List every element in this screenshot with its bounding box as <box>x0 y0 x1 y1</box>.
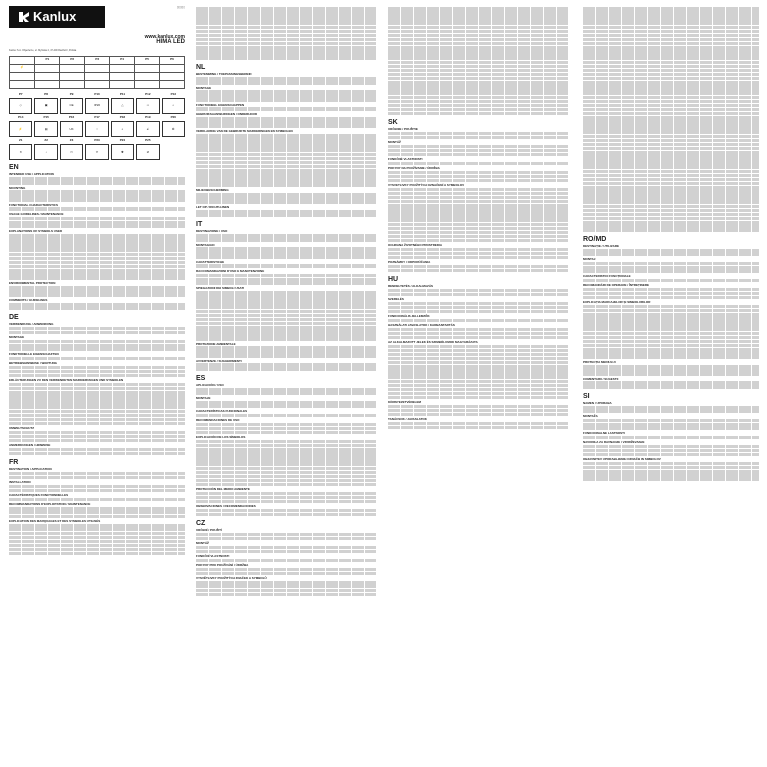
param-header: P1 <box>35 56 60 64</box>
parameters-table <box>9 56 185 89</box>
lang-ro-code: RO/MD <box>583 235 607 243</box>
lang-it-code: IT <box>196 221 203 229</box>
wiring-icon: ▭ <box>60 144 83 160</box>
lang-hu-code: HU <box>388 275 399 283</box>
column-2: NL BESTEMMING / TOEPASSINGSBEREID MONTAGE FUNCTIONEEL EIGENSCHAPPEN GEBRUIKSAANWIJZINGEN / ONDERHOUD VERKLARING VAN DE GEBRUIKTE MARKERINGEN EN SYMBOLEN MILIEUBESCHERMING LET OP / RICHTLIJNEN IT DESTINAZIONE / USO MONTAGGIO CARATTERISTICHE RACCOMANDAZIONI D'USO E MANUTENZIONE SPIEGAZIONI DEI SIMBOLI USATI PROTEZIONE AMBIENTALE AVVERTENZE / SUGGERIMENTI ES APLICACIÓN / USO MONTAJE CARACTERÍSTICAS FUNCIONALES RECOMENDACIONES DE USO EXPLICACIÓN DE LOS SÍMBOLOS PROTECCIÓN DEL MEDIO AMBIENTE OBSERVACIONES / RECOMENDACIONES CZ URČENÍ / POUŽITÍ MONTÁŽ FUNKČNÍ VLASTNOSTI POKYNY PRO POUŽÍVÁNÍ / ÚDRŽBA VYSVĚTLIVKY POUŽITÝCH ZNAČEK A SYMBOLŮ <box>196 6 376 758</box>
ta-temperature-icon: ⌂ <box>162 98 185 114</box>
distance-icon: ⇿ <box>136 98 159 114</box>
ukca-icon: UK <box>60 121 83 137</box>
column-1: Kanlux ▯▯▯▯▯ www.kanlux.com HIMA LED Kanlux S.A. Objezierze, ul. Mylnska 4, 47-400 Racibórz, Polska P1 P2 P3 P4 P5 P6 ⚡ P7 P8 P9 P10 P11 P12 P13 ◇ ▣ CE IP20 △ ⇿ ⌂ P14 P15 P16 P17 P18 P19 P20 ⚡ ▤ UK ○ ◐ ∠ ♻ Z1 Z2 Z3 P23 P24 P25 ✕ ↓ ▭ ☀ ✺ ⊘ EN INTENDED USE / APPLICATION MOUNTING FUNCTIONAL CHARACTERISTICS USAGE GUIDELINES / MAINTENANCE EXPLANATIONS OF SYMBOLS USED ENVIRONMENTAL PROTECTION COMMENTS / GUIDELINES DE VERWENDUNG / ANWENDUNG MONTAGE FUNKTIONELLE EIGENSCHAFTEN BETRIEBSHINWEISE / WARTUNG ERLÄUTERUNGEN ZU DEN VERWENDETEN MARKIERUNGEN UND SYMBOLEN UMWELTSCHUTZ ANMERKUNGEN / HINWEISE FR DESTINATION / APPLICATION INSTALLATION CARACTÉRISTIQUES FONCTIONNELLES RECOMMANDATIONS D'EXPLOITATION / MAINTENANCE EXPLICATION DES MARQUAGES ET DES SYMBOLES UTILISÉS <box>9 6 185 758</box>
param-header: P5 <box>135 56 160 64</box>
doc-code: ▯▯▯▯▯ <box>176 6 185 9</box>
lamp-symbol-icon: ⚡ <box>10 64 35 72</box>
lang-de-code: DE <box>9 313 19 321</box>
lang-en-code: EN <box>9 164 19 172</box>
ip-rating-icon: IP20 <box>85 98 108 114</box>
lang-cz-code: CZ <box>196 519 206 527</box>
brand-logo: Kanlux <box>9 6 105 28</box>
led-icon: ✺ <box>111 144 134 160</box>
eac-icon: ▤ <box>34 121 57 137</box>
column-3: SK URČENIE / POUŽITIE MONTÁŽ FUNKČNÉ VLASTNOSTI POKYNY NA POUŽÍVANIE / ÚDRŽBA VYSVETLIVKY POUŽITÝCH OZNAČENÍ A SYMBOLOV OCHRANA ŽIVOTNÉHO PROSTREDIA POZNÁMKY / ODPORÚČANIA HU RENDELTETÉS / ALKALMAZÁS SZERELÉS FUNKCIONÁLIS JELLEMZŐK HASZNÁLATI JAVASLATOK / KARBANTARTÁS AZ ALKALMAZOTT JELEK ÉS SZIMBÓLUMOK MAGYARÁZATA KÖRNYEZETVÉDELEM TANÁCSOK / JAVASLATOK <box>388 6 568 758</box>
param-header: P4 <box>110 56 135 64</box>
product-name: HIMA LED <box>156 39 185 46</box>
ce-mark-icon: CE <box>60 98 83 114</box>
lang-si-code: SI <box>583 392 590 400</box>
recycle-icon: ♻ <box>162 121 185 137</box>
surface-icon: △ <box>111 98 134 114</box>
no-symbol-icon: ⊘ <box>136 144 159 160</box>
symbols-row-1: P7 P8 P9 P10 P11 P12 P13 ◇ ▣ CE IP20 △ ⇿ ⌂ P14 P15 P16 P17 P18 P19 P20 ⚡ ▤ UK ○ ◐ ∠ ♻ Z1 Z2 Z3 P23 P24 P25 ✕ ↓ ▭ ☀ ✺ ⊘ <box>9 93 185 161</box>
param-header: P6 <box>160 56 185 64</box>
lang-es-code: ES <box>196 374 206 382</box>
class-symbol-icon: ◇ <box>9 98 32 114</box>
company-address: Kanlux S.A. Objezierze, ul. Mylnska 4, 47-400 Racibórz, Polska <box>9 48 77 52</box>
arrow-down-icon: ↓ <box>34 144 57 160</box>
power-icon: ⚡ <box>9 121 32 137</box>
weee-icon: ✕ <box>9 144 32 160</box>
kanlux-mark-icon <box>19 12 29 22</box>
lang-fr-code: FR <box>9 459 19 467</box>
class-ii-icon: ▣ <box>34 98 57 114</box>
lang-sk-code: SK <box>388 118 398 126</box>
angle-icon: ∠ <box>136 121 159 137</box>
lang-nl-code: NL <box>196 64 206 72</box>
sun-icon: ☀ <box>85 144 108 160</box>
dimming-icon: ◐ <box>111 121 134 137</box>
bulb-icon: ○ <box>85 121 108 137</box>
column-4: RO/MD DESTINAȚIE / UTILIZARE MONTAJ CARACTERISTICI FUNCȚIONALE RECOMANDĂRI DE OPERARE / ÎNTREȚINERE EXPLICAȚIA MARCAJELOR ȘI SIMBOLURILOR PROTECȚIA MEDIULUI COMENTARII / SUGESTII SI NAMEN / UPORABA MONTAŽA FUNKCIONALNE LASTNOSTI NAVODILA ZA RAVNANJE / VZDRŽEVANJE OBJAVNITEV UPORABLJENIH OZNAČB IN SIMBOLOV <box>583 6 759 758</box>
param-header: P3 <box>85 56 110 64</box>
param-header: P2 <box>60 56 85 64</box>
brand-url[interactable]: www.kanlux.com <box>144 34 185 40</box>
